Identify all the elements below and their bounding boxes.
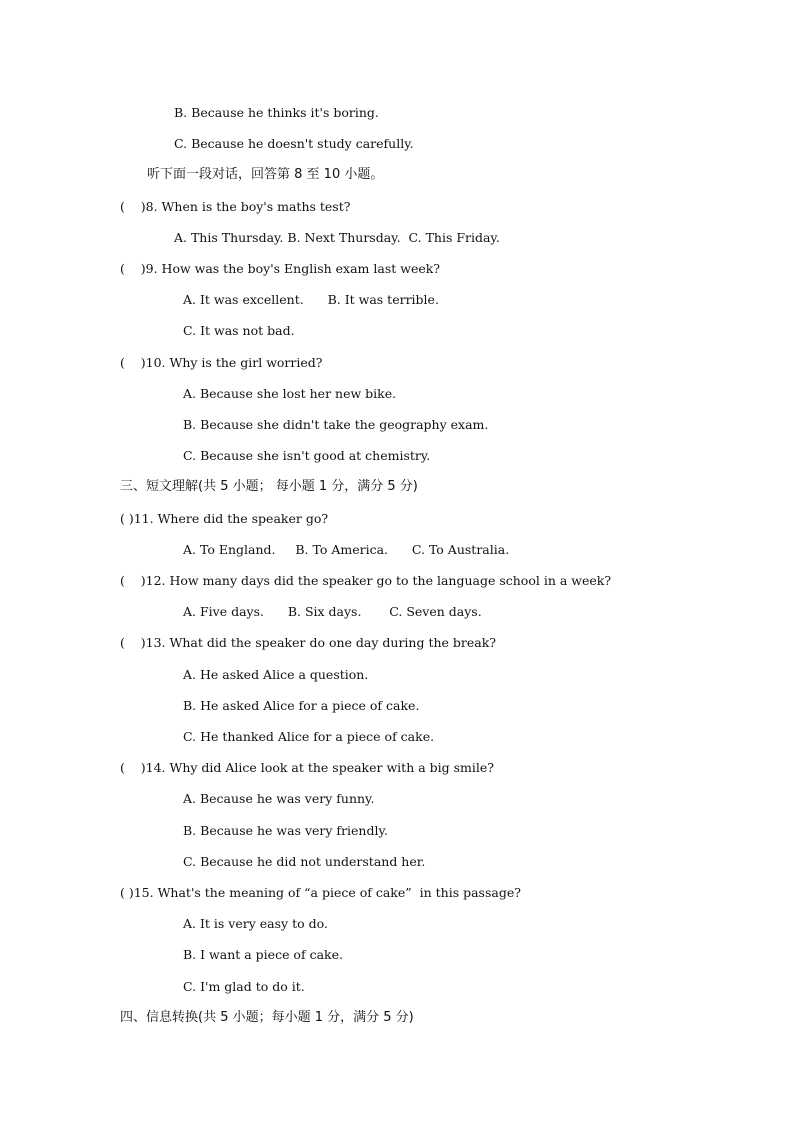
section-heading: 听下面一段对话，回答第 8 至 10 小题。	[147, 167, 384, 183]
question-line: ( )13. What did the speaker do one day during the break?	[120, 635, 496, 651]
question-line: C. Because he did not understand her.	[183, 853, 426, 869]
question-line: ( )11. Where did the speaker go?	[120, 510, 329, 526]
question-line: A. This Thursday. B. Next Thursday. C. This Friday.	[174, 229, 500, 245]
question-line: A. He asked Alice a question.	[183, 666, 369, 682]
question-line: B. I want a piece of cake.	[183, 947, 343, 963]
question-line: ( )10. Why is the girl worried?	[120, 354, 323, 370]
question-line: C. It was not bad.	[183, 323, 295, 339]
question-line: B. Because she didn't take the geography exam.	[183, 417, 489, 432]
question-line: A. Because he was very funny.	[183, 791, 375, 807]
section-heading: 三、短文理解(共 5 小题； 每小题 1 分，满分 5 分)	[120, 479, 418, 495]
question-line: A. Five days. B. Six days. C. Seven days.	[183, 604, 482, 620]
question-line: ( )15. What's the meaning of “a piece of cake” in this passage?	[120, 885, 521, 900]
section-heading: 四、信息转换(共 5 小题；每小题 1 分，满分 5 分)	[120, 1009, 414, 1025]
question-line: A. It is very easy to do.	[183, 916, 328, 932]
question-line: ( )9. How was the boy's English exam last week?	[120, 261, 441, 276]
question-line: A. To England. B. To America. C. To Australia.	[183, 541, 510, 557]
question-line: A. It was excellent. B. It was terrible.	[183, 292, 439, 308]
question-line: C. Because he doesn't study carefully.	[174, 136, 414, 152]
question-line: C. Because she isn't good at chemistry.	[183, 448, 431, 464]
question-line: ( )14. Why did Alice look at the speaker with a big smile?	[120, 760, 494, 776]
question-line: B. Because he was very friendly.	[183, 822, 388, 838]
question-line: B. Because he thinks it's boring.	[174, 105, 379, 120]
question-line: ( )8. When is the boy's maths test?	[120, 198, 351, 214]
question-line: A. Because she lost her new bike.	[183, 385, 397, 401]
question-line: C. He thanked Alice for a piece of cake.	[183, 729, 435, 744]
question-line: ( )12. How many days did the speaker go to the language school in a week?	[120, 573, 612, 588]
question-line: C. I'm glad to do it.	[183, 978, 305, 994]
question-line: B. He asked Alice for a piece of cake.	[183, 697, 420, 713]
